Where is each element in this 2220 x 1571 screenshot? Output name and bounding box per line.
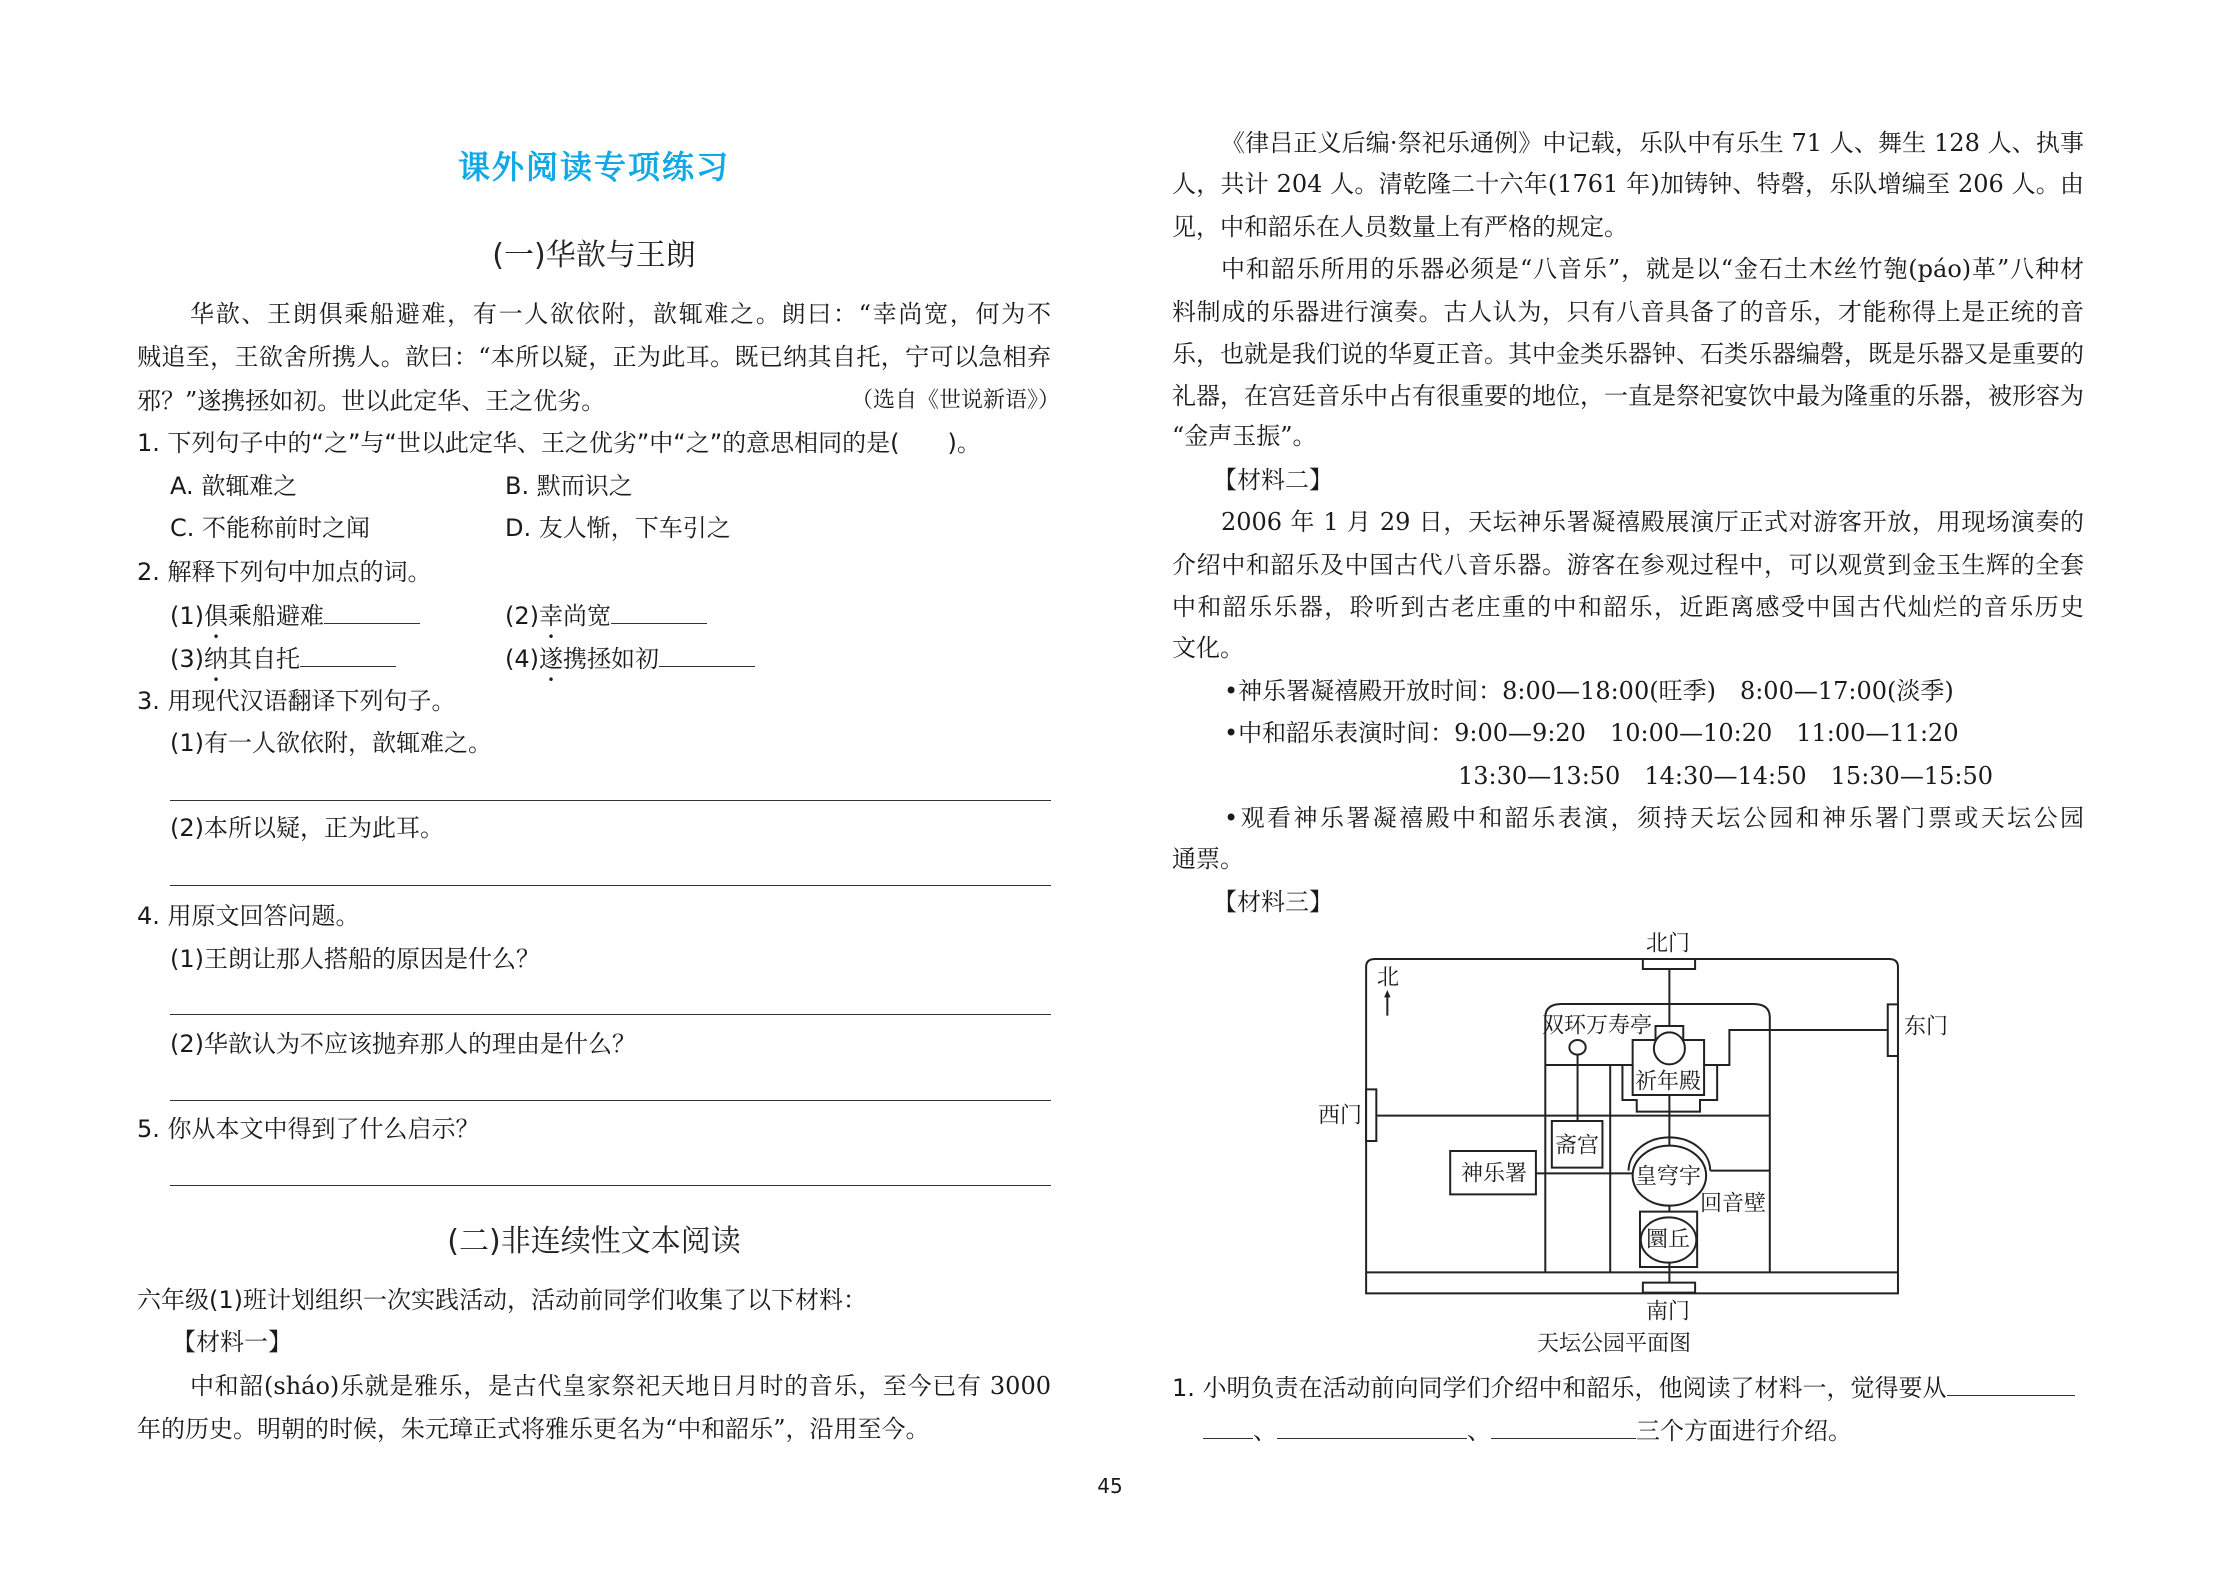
passage-line: 邪？”遂携拯如初。世以此定华、王之优劣。 (137, 387, 606, 415)
answer-blank[interactable] (324, 597, 420, 624)
answer-line[interactable] (170, 1014, 1051, 1015)
map-label-yuanqiu: 圜丘 (1645, 1227, 1691, 1253)
q2-item-4 (505, 640, 755, 674)
material2-line: 2006 年 1 月 29 日，天坛神乐署凝禧殿展演厅正式对游客开放，用现场演奏的 (1221, 508, 2084, 536)
q2-rest: 携拯如初 (563, 645, 659, 673)
answer-blank[interactable] (611, 597, 707, 624)
north-gate (1643, 959, 1695, 969)
material1-line: “金声玉振”。 (1172, 422, 1317, 450)
material1-line: 年的历史。明朝的时候，朱元璋正式将雅乐更名为“中和韶乐”，沿用至今。 (137, 1415, 930, 1443)
q2-num: (2) (505, 602, 539, 630)
dotted-word: 俱 (204, 602, 228, 630)
material1-line: 礼器，在宫廷音乐中占有很重要的地位，一直是祭祀宴饮中最为隆重的乐器，被形容为 (1172, 382, 2084, 410)
material1-label: 【材料一】 (172, 1328, 292, 1356)
section2-intro: 六年级(1)班计划组织一次实践活动，活动前同学们收集了以下材料： (137, 1286, 867, 1314)
material1-line: 人，共计 204 人。清乾隆二十六年(1761 年)加铸钟、特磬，乐队增编至 206 人。由 (1172, 170, 2084, 198)
performance-times: •中和韶乐表演时间：9:00—9:20 10:00—10:20 11:00—11:20 (1224, 719, 1959, 747)
map-label-south-gate: 南门 (1645, 1299, 1691, 1325)
separator: 、 (1253, 1417, 1277, 1445)
q2-num: (1) (170, 602, 204, 630)
option-c: C. 不能称前时之闻 (170, 514, 371, 542)
answer-line[interactable] (170, 1100, 1051, 1101)
section2-question-1 (1172, 1369, 2075, 1403)
ticket-note: •观看神乐署凝禧殿中和韶乐表演，须持天坛公园和神乐署门票或天坛公园 (1224, 804, 2084, 832)
dotted-word: 幸 (539, 602, 563, 630)
dotted-word: 遂 (539, 645, 563, 673)
q3-item-2: (2)本所以疑，正为此耳。 (170, 814, 444, 842)
material2-line: 介绍中和韶乐及中国古代八音乐器。游客在参观过程中，可以观赏到金玉生辉的全套 (1172, 551, 2084, 579)
map-label-east-gate: 东门 (1903, 1014, 1949, 1040)
map-north-indicator: 北 (1376, 965, 1400, 991)
ticket-note-2: 通票。 (1172, 845, 1244, 873)
passage-line: 华歆、王朗俱乘船避难，有一人欲依附，歆辄难之。朗曰：“幸尚宽，何为不 (190, 300, 1051, 328)
q2-num: (4) (505, 645, 539, 673)
passage-source: （选自《世说新语》） (851, 388, 1061, 413)
answer-line[interactable] (170, 800, 1051, 801)
passage-line: 贼追至，王欲舍所携人。歆曰：“本所以疑，正为此耳。既已纳其自托，宁可以急相弃 (137, 343, 1051, 371)
map-label-west-gate: 西门 (1317, 1103, 1363, 1129)
answer-blank[interactable] (1947, 1369, 2075, 1396)
material2-label: 【材料二】 (1213, 466, 1333, 494)
q2-item-3 (170, 640, 396, 674)
map-label-qiniandian: 祈年殿 (1634, 1069, 1702, 1095)
separator: 、 (1467, 1417, 1491, 1445)
map-label-pavilion: 双环万寿亭 (1541, 1013, 1653, 1039)
answer-blank[interactable] (300, 640, 396, 667)
material1-line: 中和韶乐所用的乐器必须是“八音乐”，就是以“金石土木丝竹匏(páo)革”八种材 (1221, 255, 2084, 283)
material2-line: 文化。 (1172, 634, 1244, 662)
question-4: 4. 用原文回答问题。 (137, 902, 360, 930)
option-b: B. 默而识之 (505, 472, 633, 500)
question-tail: 三个方面进行介绍。 (1636, 1417, 1852, 1445)
material3-label: 【材料三】 (1213, 888, 1333, 916)
question-5: 5. 你从本文中得到了什么启示？ (137, 1115, 480, 1143)
option-d: D. 友人惭，下车引之 (505, 514, 731, 542)
q2-item-1 (170, 597, 420, 631)
answer-line[interactable] (170, 885, 1051, 886)
q2-rest: 其自托 (228, 645, 300, 673)
question-1: 1. 下列句子中的“之”与“世以此定华、王之优劣”中“之”的意思相同的是( )。 (137, 429, 981, 457)
material1-line: 《律吕正义后编·祭祀乐通例》中记载，乐队中有乐生 71 人、舞生 128 人、执事 (1221, 129, 2084, 157)
pavilion-mark (1569, 1040, 1585, 1055)
opening-hours: •神乐署凝禧殿开放时间：8:00—18:00(旺季) 8:00—17:00(淡季) (1224, 677, 1954, 705)
q2-rest: 乘船避难 (228, 602, 324, 630)
q4-item-2: (2)华歆认为不应该抛弃那人的理由是什么？ (170, 1030, 636, 1058)
q3-item-1: (1)有一人欲依附，歆辄难之。 (170, 729, 492, 757)
q2-num: (3) (170, 645, 204, 673)
dotted-word: 纳 (204, 645, 228, 673)
answer-blank[interactable] (1203, 1412, 1253, 1439)
question-2: 2. 解释下列句中加点的词。 (137, 558, 432, 586)
q2-item-2 (505, 597, 707, 631)
q4-item-1: (1)王朗让那人搭船的原因是什么？ (170, 945, 540, 973)
answer-line[interactable] (170, 1185, 1051, 1186)
map-label-north-gate: 北门 (1645, 931, 1691, 957)
south-gate (1643, 1283, 1695, 1293)
east-gate (1888, 1004, 1898, 1056)
question-text: 1. 小明负责在活动前向同学们介绍中和韶乐，他阅读了材料一，觉得要从 (1172, 1374, 1947, 1402)
option-a: A. 歆辄难之 (170, 472, 298, 500)
material1-line: 料制成的乐器进行演奏。古人认为，只有八音具备了的音乐，才能称得上是正统的音 (1172, 298, 2084, 326)
question-3: 3. 用现代汉语翻译下列句子。 (137, 687, 456, 715)
performance-times-2: 13:30—13:50 14:30—14:50 15:30—15:50 (1458, 762, 1993, 790)
material1-line: 见，中和韶乐在人员数量上有严格的规定。 (1172, 213, 1628, 241)
answer-blank[interactable] (659, 640, 755, 667)
map-label-shenleshu: 神乐署 (1460, 1161, 1528, 1187)
section2-subtitle: (二)非连续性文本阅读 (447, 1224, 741, 1259)
answer-blank[interactable] (1491, 1412, 1636, 1439)
page-title: 课外阅读专项练习 (457, 148, 730, 186)
map-label-zhaigong: 斋宫 (1554, 1133, 1600, 1159)
material2-line: 中和韶乐乐器，聆听到古老庄重的中和韶乐，近距离感受中国古代灿烂的音乐历史 (1172, 593, 2084, 621)
map-label-huiyinbi: 回音壁 (1699, 1191, 1767, 1217)
material1-line: 中和韶(sháo)乐就是雅乐，是古代皇家祭祀天地日月时的音乐，至今已有 3000 (190, 1372, 1051, 1400)
page-number: 45 (1097, 1474, 1123, 1498)
section2-question-1-cont (1203, 1412, 1852, 1446)
map-caption: 天坛公园平面图 (1536, 1331, 1692, 1357)
west-gate (1366, 1089, 1376, 1141)
map-label-huangqiongyu: 皇穹宇 (1634, 1164, 1702, 1190)
section1-subtitle: (一)华歆与王朗 (492, 238, 696, 273)
answer-blank[interactable] (1277, 1412, 1467, 1439)
q2-rest: 尚宽 (563, 602, 611, 630)
material1-line: 乐，也就是我们说的华夏正音。其中金类乐器钟、石类乐器编磬，既是乐器又是重要的 (1172, 340, 2084, 368)
